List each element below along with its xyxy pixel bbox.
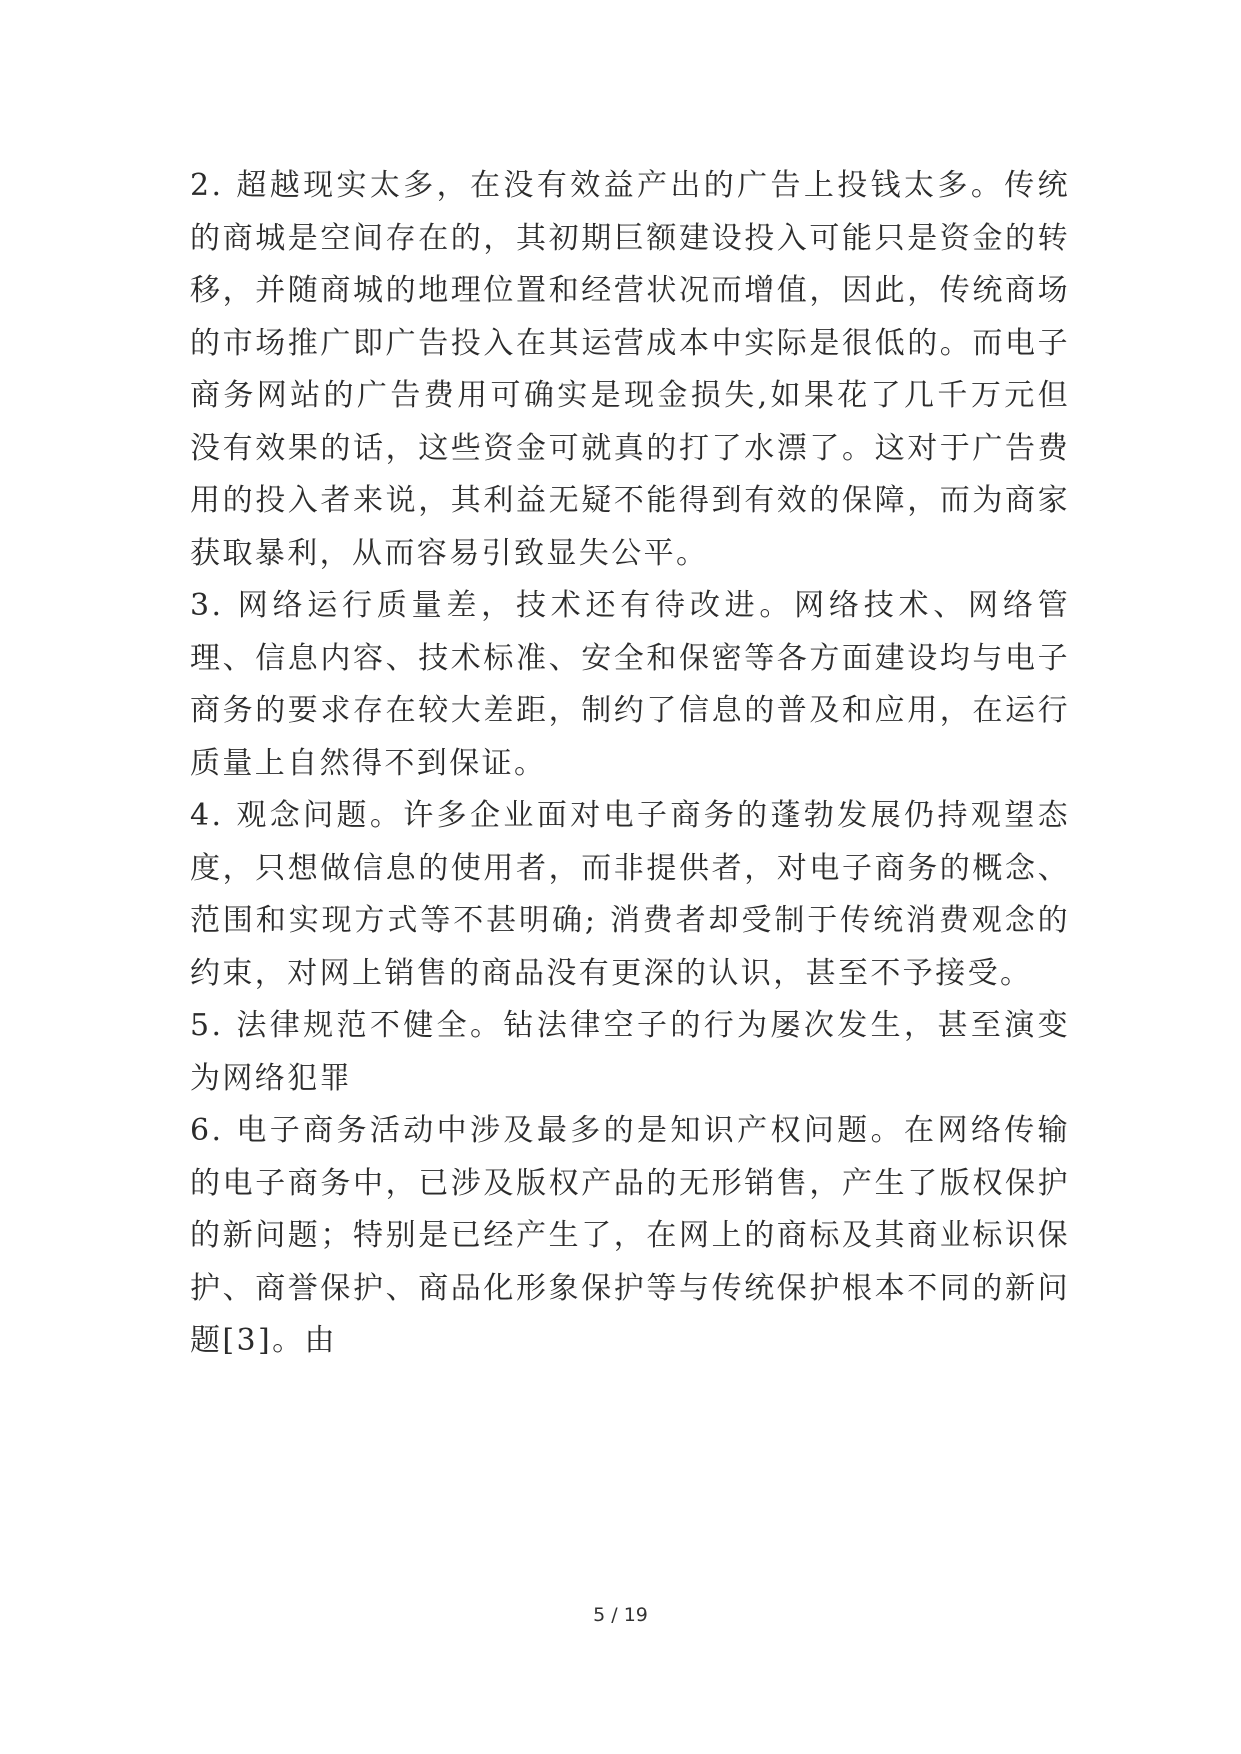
body-text [190,160,1070,1368]
paragraph-item-6: 6. 电子商务活动中涉及最多的是知识产权问题。在网络传输的电子商务中，已涉及版权产品的无形销售，产生了版权保护的新问题；特别是已经产生了，在网上的商标及其商业标识保护、商誉保护、商品化形象保护等与传统保护根本不同的新问题[3]。由 [190,1113,1070,1358]
paragraph-item-2: 2. 超越现实太多，在没有效益产出的广告上投钱太多。传统的商城是空间存在的，其初期巨额建设投入可能只是资金的转移，并随商城的地理位置和经营状况而增值，因此，传统商场的市场推广即广告投入在其运营成本中实际是很低的。而电子商务网站的广告费用可确实是现金损失,如果花了几千万元但没有效果的话，这些资金可就真的打了水漂了。这对于广告费用的投入者来说，其利益无疑不能得到有效的保障，而为商家获取暴利，从而容易引致显失公平。 [190,168,1070,571]
paragraph-item-3: 3. 网络运行质量差，技术还有待改进。网络技术、网络管理、信息内容、技术标准、安全和保密等各方面建设均与电子商务的要求存在较大差距，制约了信息的普及和应用，在运行质量上自然得不到保证。 [190,588,1070,781]
paragraph-item-5: 5. 法律规范不健全。钻法律空子的行为屡次发生，甚至演变为网络犯罪 [190,1008,1070,1096]
page-number: 5 / 19 [593,1604,648,1626]
paragraph-item-4: 4. 观念问题。许多企业面对电子商务的蓬勃发展仍持观望态度，只想做信息的使用者，而非提供者，对电子商务的概念、范围和实现方式等不甚明确; 消费者却受制于传统消费观念的约束，对网上销售的商品没有更深的认识，甚至不予接受。 [190,798,1070,991]
